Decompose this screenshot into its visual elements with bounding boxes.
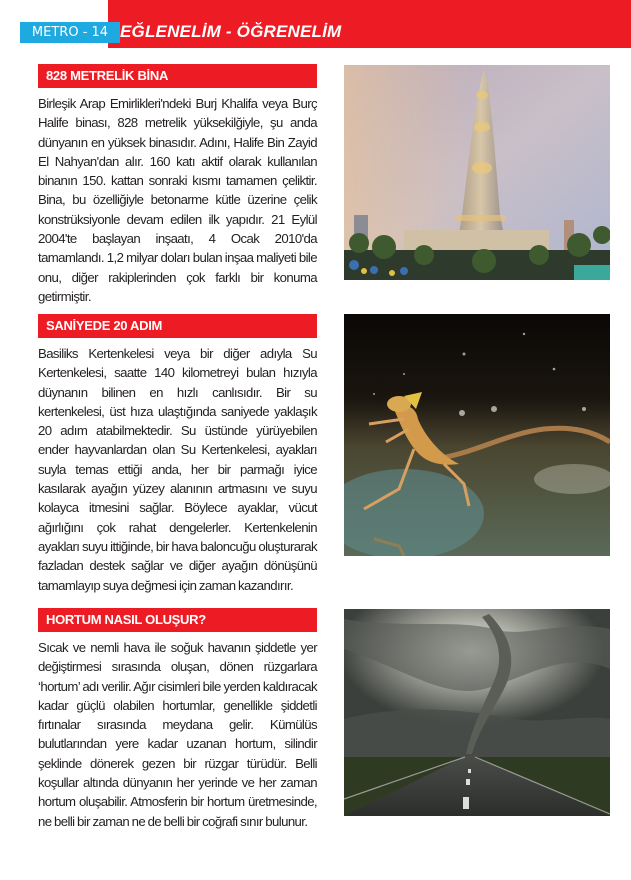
article-title: HORTUM NASIL OLUŞUR? xyxy=(38,608,317,632)
article xyxy=(38,608,317,868)
page-number-tag: METRO - 14 xyxy=(20,22,120,43)
tornado-photo xyxy=(344,609,610,816)
article-body: Birleşik Arap Emirlikleri'ndeki Burj Khalifa veya Burç Halife binası, 828 metrelik yüksekilğiyle, şu anda dünyanın en yüksek binasıdır. Adını, Halife Bin Zayid El Nahyan'dan alır. 160 katı aktif olarak kullanılan binanın 150. kattan sonraki kısmı tamamen çeliktir. Bina, bu özelliğiyle betonarme kütle üzerine çelik konstrüksiyonle devam edilen ilk yapıdır. 21 Eylül 2004'te başlayan inşaatı, 4 Ocak 2010'da tamamlandı. 1,2 milyar doları bulan inşaa maliyeti bile onu, diğer rakiplerinden çok farklı bir konuma getirmiştir. xyxy=(38,96,317,304)
burj-khalifa-photo xyxy=(344,65,610,280)
article-title: 828 METRELİK BİNA xyxy=(38,64,317,88)
article xyxy=(38,314,317,608)
article xyxy=(38,64,317,314)
article-body: Basiliks Kertenkelesi veya bir diğer adıyla Su Kertenkelesi, saatte 140 kilometreyi bulan hızıyla düynanın bilinen en hızlı canlısıdır. Bir su kertenkelesi, üst hıza ulaştığında saniyede yaklaşık 20 adım atabilmektedir. Su üstünde yürüyebilen ender hayvanlardan olan Su Kertenkelesi, ayakları suyla temas ettiği anda, her bir parmağı iyice kasılarak ayağın yüzey alanının artmasını ve suyu kolayca itmesini sağlar. Böylece ayaklar, vücut ağırlığını çok rahat dengelerler. Kertenkelenin ayakları suyu ittiğinde, bir hava baloncuğu oluşturarak fazladan destek sağlar ve diğer ayağın dönüşünü tamamlayıp suya değmesi için zaman kazandırır. xyxy=(38,346,317,593)
article-body: Sıcak ve nemli hava ile soğuk havanın şiddetle yer değiştirmesi sırasında oluşan, dönen rüzgarlara ‘hortum’ adı verilir. Ağır cisimleri bile yerden kaldıracak kadar güçlü olabilen hortumlar, genellikle şiddetli fırtınalar sırasında meydana gelir. Kümülüs bulutlarından yere kadar uzanan hortum, silindir şeklinde dönerek gezen bir rüzgar türüdür. Belli koşullar altında dünyanın her yerinde ve her zaman hortum oluşabilir. Atmosferin bir hortum üretmesinde, ne belli bir zaman ne de belli bir coğrafi sınır bulunur. xyxy=(38,640,317,829)
basilisk-lizzard-photo xyxy=(344,314,610,556)
section-title: EĞLENELİM - ÖĞRENELİM xyxy=(120,22,342,41)
article-title: SANİYEDE 20 ADIM xyxy=(38,314,317,338)
section-banner xyxy=(108,0,631,48)
articles-column xyxy=(38,64,317,868)
